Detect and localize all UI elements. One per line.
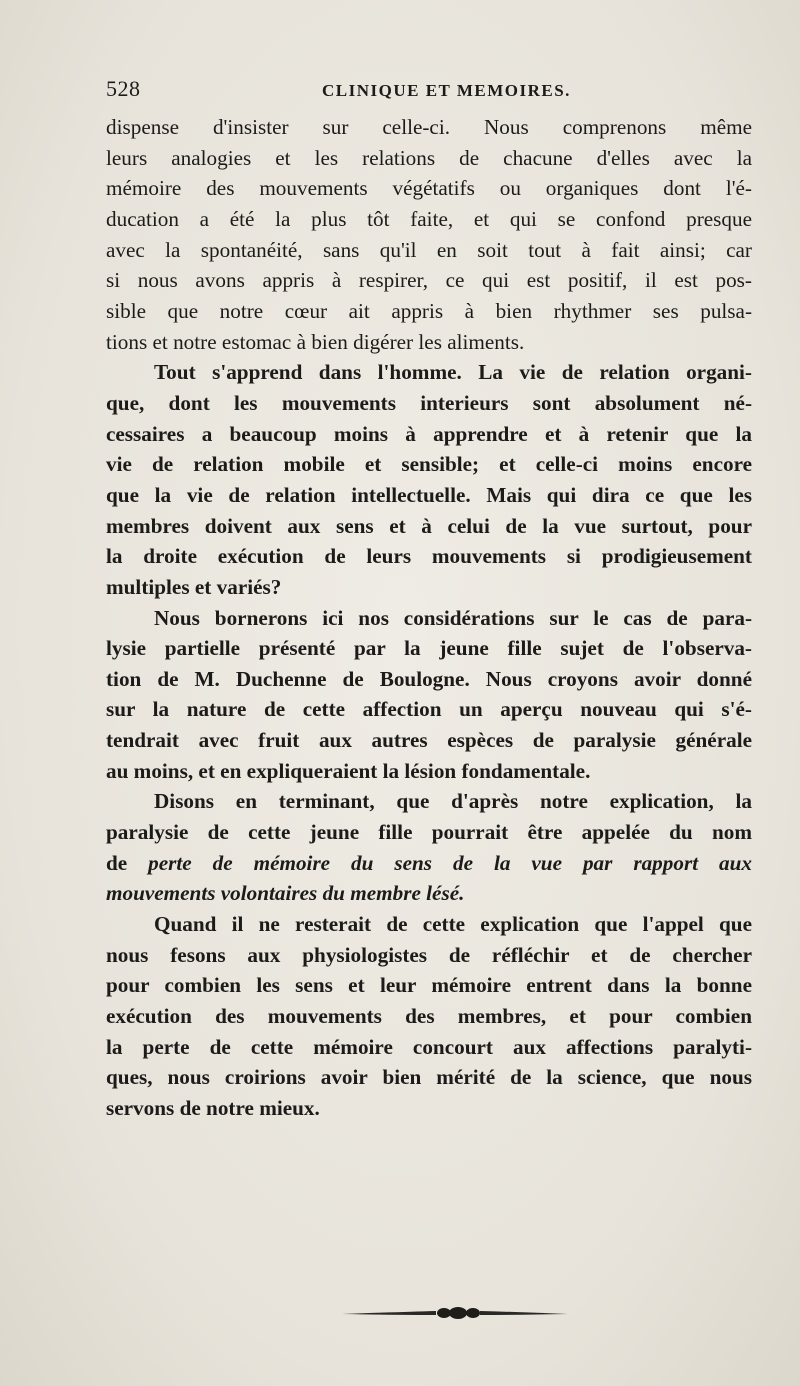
text-line: que la vie de relation intellectuelle. Mais qui dira ce que les (106, 482, 752, 507)
text-line: la droite exécution de leurs mouvements si prodigieusement (106, 544, 752, 569)
text-line: sible que notre cœur ait appris à bien rhythmer ses pulsa- (106, 298, 752, 323)
text-line: leurs analogies et les relations de chacune d'elles avec la (106, 145, 752, 170)
text-line: au moins, et en expliqueraient la lésion fondamentale. (106, 758, 591, 783)
text-line: tions et notre estomac à bien digérer les aliments. (106, 329, 525, 354)
end-ornament (340, 1306, 570, 1320)
text-line: sur la nature de cette affection un aperçu nouveau qui s'é- (106, 697, 752, 722)
text-line: tendrait avec fruit aux autres espèces de paralysie générale (106, 728, 752, 753)
text-line: mouvements volontaires du membre lésé. (106, 881, 465, 906)
body-text (106, 112, 752, 1124)
text-line: Tout s'apprend dans l'homme. La vie de relation organi- (154, 360, 752, 385)
text-line: si nous avons appris à respirer, ce qui est positif, il est pos- (106, 268, 752, 293)
text-line: multiples et variés? (106, 574, 282, 599)
text-line: Quand il ne resterait de cette explication que l'appel que (154, 912, 752, 937)
text-line: que, dont les mouvements interieurs sont absolument né- (106, 390, 752, 415)
text-line: ducation a été la plus tôt faite, et qui se confond presque (106, 206, 752, 231)
text-line: paralysie de cette jeune fille pourrait être appelée du nom (106, 820, 752, 845)
page-header (106, 76, 766, 108)
text-line: tion de M. Duchenne de Boulogne. Nous croyons avoir donné (106, 666, 752, 691)
text-line (106, 848, 752, 879)
text-line: pour combien les sens et leur mémoire entrent dans la bonne (106, 973, 752, 998)
text-line: avec la spontanéité, sans qu'il en soit tout à fait ainsi; car (106, 237, 752, 262)
page-number: 528 (106, 76, 141, 101)
text-fragment: de (106, 850, 128, 875)
text-line: exécution des mouvements des membres, et pour combien (106, 1004, 752, 1029)
text-line: servons de notre mieux. (106, 1096, 320, 1120)
italic-phrase: perte de mémoire du sens de la vue par rapport aux (148, 850, 753, 875)
text-line: membres doivent aux sens et à celui de la vue surtout, pour (106, 513, 752, 538)
text-line: vie de relation mobile et sensible; et celle-ci moins encore (106, 452, 752, 477)
text-line: la perte de cette mémoire concourt aux affections paralyti- (106, 1034, 752, 1059)
text-line: Disons en terminant, que d'après notre explication, la (154, 789, 752, 814)
text-line: nous fesons aux physiologistes de réfléchir et de chercher (106, 942, 752, 967)
running-title: CLINIQUE ET MEMOIRES. (322, 81, 571, 100)
text-line: dispense d'insister sur celle-ci. Nous comprenons même (106, 115, 752, 139)
text-line: cessaires a beaucoup moins à apprendre et à retenir que la (106, 421, 752, 446)
text-line: Nous bornerons ici nos considérations sur le cas de para- (154, 605, 752, 630)
text-line: mémoire des mouvements végétatifs ou organiques dont l'é- (106, 176, 752, 201)
text-line: ques, nous croirions avoir bien mérité de la science, que nous (106, 1065, 752, 1090)
text-line: lysie partielle présenté par la jeune fille sujet de l'observa- (106, 636, 752, 661)
